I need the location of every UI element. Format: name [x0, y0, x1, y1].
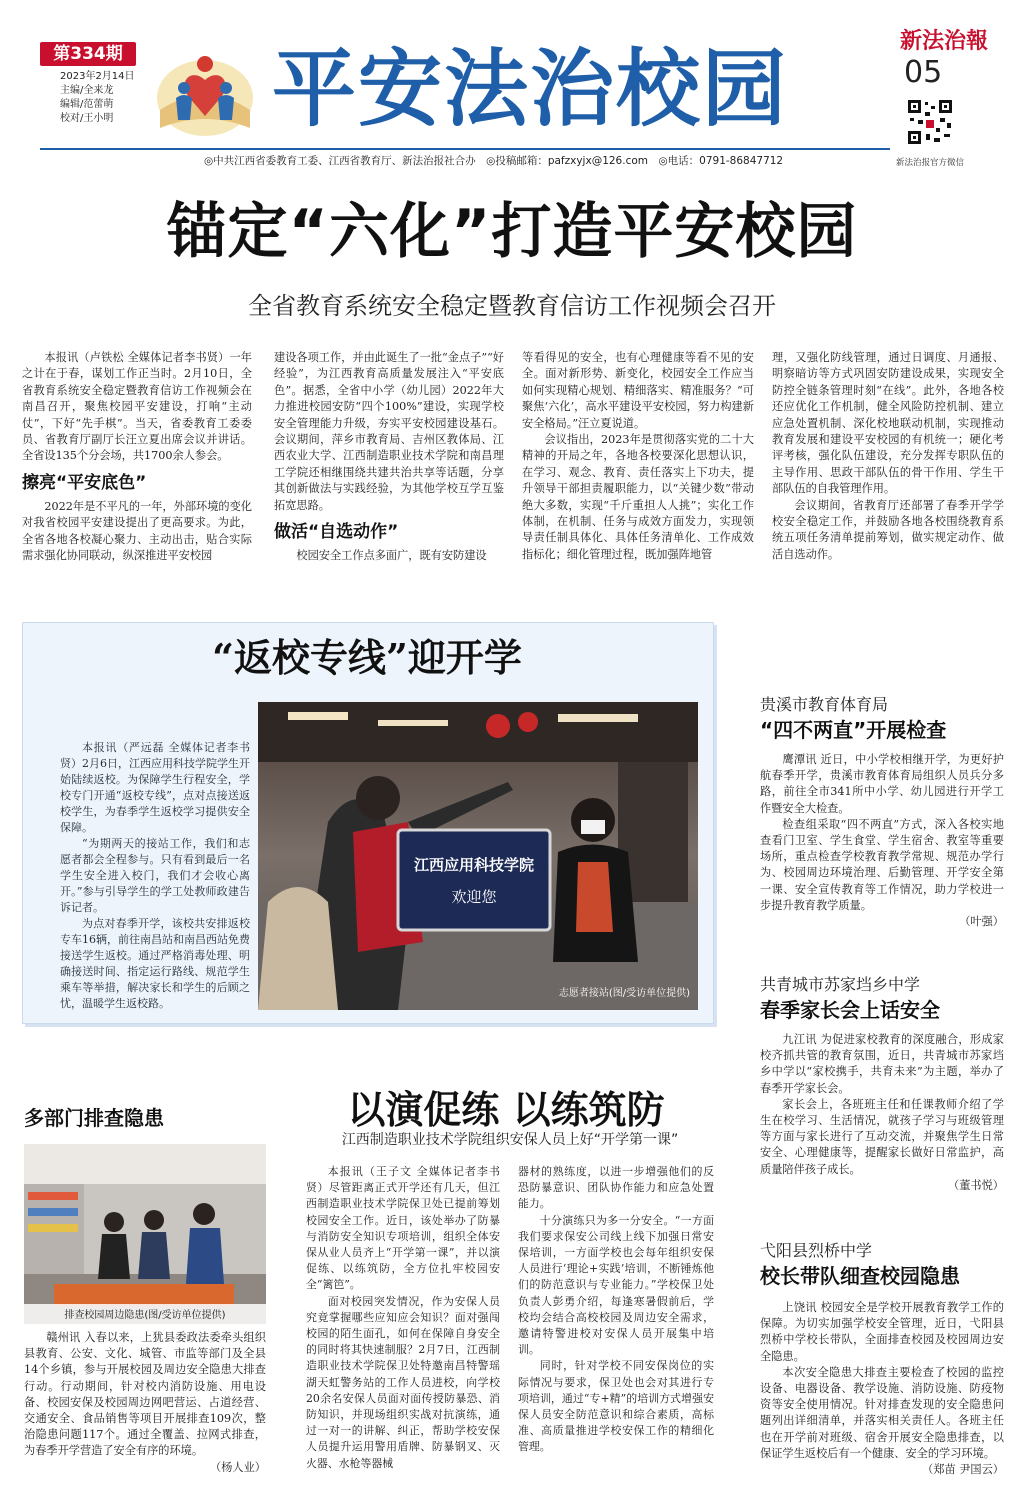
lead-paragraph: 理，又强化防线管理，通过日调度、月通报、明察暗访等方式巩固安防建设成果，实现安全防控全链条管理时刻“在线”。此外，各地各校还应优化工作机制，健全风险防控机制、建立应急处置机制、深化校地联动机制，实现推动教育发展和建设平安校园的有机统一；硬化考评考核，强化队伍建设，充分发挥专职队伍的主导作用、思政干部队伍的骨干作用、学生干部队伍的自我管理作用。: [772, 351, 1004, 496]
guixi-headline: “四不两直”开展检查: [760, 718, 947, 742]
drill-paragraph: 面对校园突发情况，作为安保人员究竟掌握哪些应知应会知识？面对强闯校园的陌生面孔，如何在保障自身安全的同时将其快速制服？2月7日，江西制造职业技术学院保卫处特邀南昌特警瑶湖天虹警务站的工作人员进校，向学校20余名安保人员面对面传授防暴恐、消防知识，并现场组织实战对抗演练，通过一对一的讲解、纠正，帮助学校安保人员提升运用警用盾牌、防暴钢叉、灭火器、水枪等器械: [306, 1294, 500, 1470]
lead-paragraph: 会议期间，省教育厅还部署了春季开学学校安全稳定工作，并鼓励各地各校围绕教育系统五项任务清单提前筹划，做实规定动作、做活自选动作。: [772, 498, 1004, 561]
drill-paragraph: 本报讯（王子文 全媒体记者李书贤）尽管距离正式开学还有几天，但江西制造职业技术学院保卫处已提前筹划校园安全工作。近日，该处举办了防暴与消防安全知识专项培训，组织全体安保从业人员齐上“开学第一课”，并以演促练、以练筑防，全方位扎牢校园安全“篱笆”。: [306, 1165, 500, 1292]
guixi-paragraph: 检查组采取“四不两直”方式，深入各校实地查看门卫室、学生食堂、学生宿舍、教室等重要场所，重点检查学校教育教学常规、规范办学行为、校园周边环境治理、后勤管理、开学安全第一课、安全宣传教育等工作情况，助力学校进一步提升教育教学质量。: [760, 817, 1004, 912]
lead-paragraph: 会议指出，2023年是贯彻落实党的二十大精神的开局之年，各地各校要深化思想认识，在学习、观念、教育、责任落实上下功夫，提升领导干部担责履职能力，以“关键少数”带动绝大多数，实现“千斤重担人人挑”；实化工作体制，在机制、任务与成效方面发力，实现领导责任制具体化、具体任务清单化、工作成效指标化；细化管理过程，既加强阵地管: [522, 433, 754, 561]
issue-badge: 第334期: [40, 42, 136, 66]
issue-date: 2023年2月14日: [60, 71, 135, 82]
multi-credit: （杨人业）: [210, 1460, 266, 1474]
gongqing-credit: （董书悦）: [948, 1178, 1004, 1192]
lead-paragraph: 等看得见的安全，也有心理健康等看不见的安全。面对新形势、新变化，校园安全工作应当如何实现精心规划、精细落实、精准服务？“可聚焦‘六化’，高水平建设平安校园，努力构建新安全格局。”汪立夏说道。: [522, 351, 754, 430]
paper-name: 新法治報: [899, 28, 988, 54]
lead-paragraph: 2022年是不平凡的一年，外部环境的变化对我省校园平安建设提出了更高要求。为此，全省各地各校凝心聚力、主动出击，贴合实际需求强化协同联动，纵深推进平安校园: [22, 499, 252, 563]
qr-caption: 新法治报官方微信: [896, 158, 965, 168]
guixi-kicker: 贵溪市教育体育局: [760, 695, 889, 714]
drill-column-2: [518, 1164, 714, 1456]
qr-code-icon: [906, 98, 954, 146]
masthead-rule: [40, 148, 890, 150]
drill-paragraph: 同时，针对学校不同安保岗位的实际情况与要求，保卫处也会对其进行专项培训，通过“专+精”的培训方式增强安保人员安全防范意识和综合素质，高标准、高质量推进学校安保工作的精细化管理。: [518, 1359, 714, 1454]
gongqing-article: [760, 1032, 1004, 1194]
issue-meta: [60, 70, 160, 126]
yiyang-kicker: 弋阳县烈桥中学: [760, 1241, 873, 1260]
guixi-article: [760, 752, 1004, 930]
inspection-photo: [24, 1144, 266, 1324]
lead-column-3: [522, 350, 754, 563]
sub-editor: 编辑/范蕾萌: [60, 99, 114, 110]
masthead-title: 平安法治校园: [272, 39, 789, 138]
drill-subhead: 江西制造职业技术学院组织安保人员上好“开学第一课”: [341, 1132, 679, 1148]
welcome-sign-title: 江西应用科技学院: [413, 856, 535, 874]
gongqing-paragraph: 家长会上，各班班主任和任课教师介绍了学生在校学习、生活情况，就孩子学习与班级管理等方面与家长进行了互动交流，并聚焦学生日常安全、心理健康等，提醒家长做好日常监护，高质量陪伴孩子成长。: [760, 1097, 1004, 1176]
return-paragraph: 为点对春季开学，该校共安排返校专车16辆，前往南昌站和南昌西站免费接送学生返校。通过严格消毒处理、明确接送时间、指定运行路线、规范学生乘车等举措，解决家长和学生的后顾之忧，温暖学生返校路。: [60, 917, 250, 1010]
guixi-paragraph: 鹰潭讯 近日，中小学校相继开学，为更好护航春季开学，贵溪市教育体育局组织人员兵分多路，前往全市341所中小学、幼儿园进行开学工作暨安全大检查。: [760, 753, 1004, 815]
proofreader: 校对/王小明: [60, 113, 114, 124]
yiyang-article: [760, 1300, 1004, 1478]
yiyang-paragraph: 本次安全隐患大排查主要检查了校园的监控设备、电器设备、教学设施、消防设施、防疫物资等安全使用情况。针对排查发现的安全隐患问题列出详细清单，并落实相关责任人。各班主任也在开学前对班级、宿舍开展安全隐患排查，以保证学生返校后有一个健康、安全的学习环境。: [760, 1365, 1004, 1460]
return-paragraph: “为期两天的接站工作，我们和志愿者都会全程参与。只有看到最后一名学生安全进入校门，我们才会收心离开。”参与引导学生的学工处教师政建告诉记者。: [60, 837, 250, 914]
lead-column-4: [772, 350, 1004, 563]
yiyang-credit: （郑苗 尹国云）: [922, 1463, 1004, 1477]
lead-column-1: [22, 350, 252, 564]
drill-column-1: [306, 1164, 500, 1472]
info-bar: ◎中共江西省委教育工委、江西省教育厅、新法治报社合办 ◎投稿邮箱：pafzxyjx@126.com ◎电话：0791-86847712: [204, 155, 784, 167]
multi-paragraph: 赣州讯 入春以来，上犹县委政法委牵头组织县教育、公安、文化、城管、市监等部门及全县14个乡镇，参与开展校园及周边安全隐患大排查行动。行动期间，针对校内消防设施、用电设备、校园安保及校园周边网吧营运、占道经营、交通安全、食品销售等项目开展排查109次，整治隐患问题117个。通过全覆盖、拉网式排查，为春季开学营造了安全有序的环境。: [24, 1331, 266, 1458]
lead-subhead-2: 做活“自选动作”: [274, 522, 399, 543]
multi-article: [24, 1330, 266, 1476]
welcome-sign-greeting: 欢迎您: [451, 888, 497, 906]
lead-paragraph: 建设各项工作，并由此诞生了一批“金点子”“好经验”，为江西教育高质量发展注入“平安底色”。据悉，全省中小学（幼儿园）2022年大力推进校园安防“四个100%”建设，实现学校安全管理能力升级，夯实平安校园建设基石。会议期间，萍乡市教育局、吉州区教体局、江西农业大学、江西制造职业技术学院和南昌理工学院还相继围绕共建共治共享等话题，分享其创新做法与实践经验，为其他学校互学互鉴拓宽思路。: [274, 351, 504, 512]
gongqing-paragraph: 九江讯 为促进家校教育的深度融合，形成家校齐抓共管的教育氛围，近日，共青城市苏家垱乡中学以“家校携手，共育未来”为主题，举办了春季开学家长会。: [760, 1033, 1004, 1095]
return-headline: “返校专线”迎开学: [212, 635, 522, 680]
volunteer-photo: [258, 702, 698, 1010]
lead-subhead: 全省教育系统安全稳定暨教育信访工作视频会召开: [248, 292, 776, 320]
lead-headline: 锚定“六化”打造平安校园: [166, 197, 858, 267]
lead-column-2: [274, 350, 504, 564]
yiyang-paragraph: 上饶讯 校园安全是学校开展教育教学工作的保障。为切实加强学校安全管理，近日，弋阳县烈桥中学校长带队，全面排查校园及校园周边安全隐患。: [760, 1301, 1004, 1363]
photo-caption: 排查校园周边隐患(图/受访单位提供): [64, 1310, 226, 1321]
multi-headline: 多部门排查隐患: [24, 1106, 164, 1130]
drill-paragraph: 十分演练只为多一分安全。“一方面我们要求保安公司线上线下加强日常安保培训，一方面学校也会每年组织安保人员进行‘理论+实践’培训，不断锤炼他们的防范意识与专业能力。”学校保卫处负责人彭勇介绍，每逢寒暑假前后，学校均会结合高校校园及周边安全需求，邀请特警进校对安保人员开展集中培训。: [518, 1213, 714, 1357]
photo-caption: 志愿者接站(图/受访单位提供): [558, 988, 690, 999]
return-article: [60, 740, 250, 1012]
gongqing-headline: 春季家长会上话安全: [760, 998, 940, 1022]
lead-paragraph: 校园安全工作点多面广，既有安防建设: [296, 549, 487, 563]
gongqing-kicker: 共青城市苏家垱乡中学: [760, 975, 921, 994]
campus-logo-icon: [152, 40, 258, 140]
lead-paragraph: 本报讯（卢铁松 全媒体记者李书贤）一年之计在于春，谋划工作正当时。2月10日，全省教育系统安全稳定暨教育信访工作视频会在南昌召开，聚焦校园平安建设，打响“主动仗”，下好“先手棋”。当天，省委教育工委委员、省教育厅副厅长汪立夏出席会议并讲话。全省设135个分会场，共1700余人参会。: [22, 351, 252, 463]
yiyang-headline: 校长带队细查校园隐患: [760, 1264, 960, 1288]
return-paragraph: 本报讯（严远磊 全媒体记者李书贤）2月6日，江西应用科技学院学生开始陆续返校。为保障学生行程安全，学校专门开通“返校专线”，点对点接送返校学生，为春季学生返校学习提供安全保障。: [60, 741, 250, 834]
page-number: 05: [904, 55, 943, 90]
drill-headline: 以演促练 以练筑防: [347, 1087, 665, 1132]
drill-paragraph: 器材的熟练度，以进一步增强他们的反恐防暴意识、团队协作能力和应急处置能力。: [518, 1165, 714, 1211]
guixi-credit: （叶强）: [959, 915, 1004, 929]
lead-subhead-1: 擦亮“平安底色”: [22, 472, 147, 493]
editor: 主编/全来龙: [60, 85, 114, 96]
